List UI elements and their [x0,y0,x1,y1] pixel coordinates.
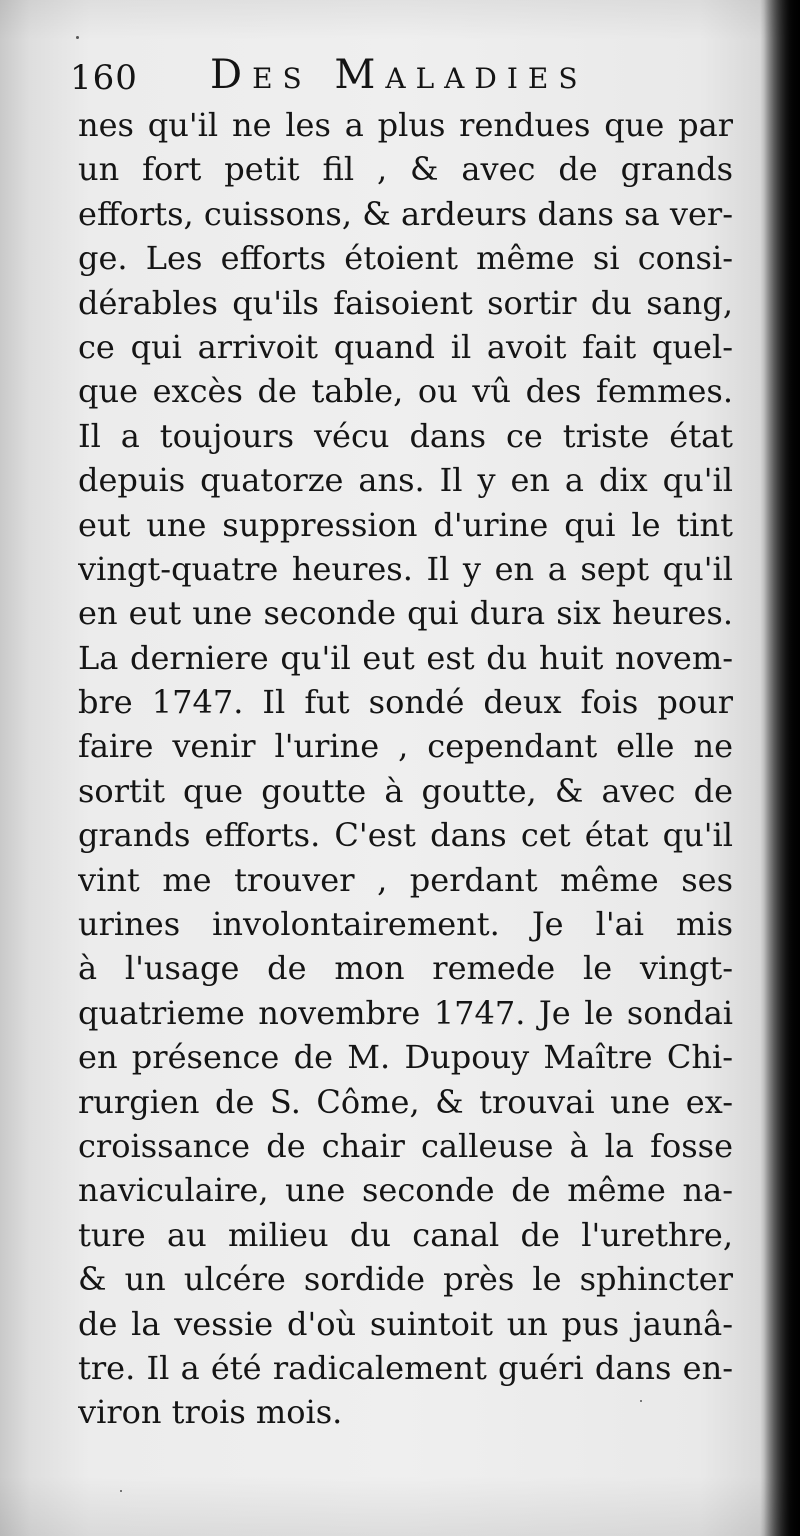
text-line: ture au milieu du canal de l'urethre, [78,1215,733,1254]
text-line: quatrieme novembre 1747. Je le sondai [78,993,733,1032]
page-gutter-shadow [764,0,800,1536]
text-line: vint me trouver , perdant même ses [78,860,733,899]
text-line: à l'usage de mon remede le vingt- [78,949,733,988]
paper-speck [640,1400,642,1402]
text-line: croissance de chair calleuse à la fosse [78,1126,733,1165]
text-line: vingt-quatre heures. Il y en a sept qu'il [78,549,733,588]
text-line: sortit que goutte à goutte, & avec de [78,771,733,810]
text-line: en eut une seconde qui dura six heures. [78,594,733,633]
text-line: ge. Les efforts étoient même si consi- [78,239,733,278]
text-line: grands efforts. C'est dans cet état qu'il [78,816,733,855]
text-line: efforts, cuissons, & ardeurs dans sa ver- [78,194,733,233]
text-line: tre. Il a été radicalement guéri dans en- [78,1348,733,1387]
text-line: eut une suppression d'urine qui le tint [78,505,733,544]
text-line-last: viron trois mois. [78,1393,343,1432]
page-bottom-shadow [0,1476,800,1536]
page-top-shadow [0,0,800,40]
text-line: ce qui arrivoit quand il avoit fait quel- [78,327,733,366]
text-line: un fort petit fil , & avec de grands [78,150,733,189]
text-line: La derniere qu'il eut est du huit novem- [78,638,733,677]
text-line: que excès de table, ou vû des femmes. [78,372,733,411]
text-line: nes qu'il ne les a plus rendues que par [78,106,733,144]
text-line: bre 1747. Il fut sondé deux fois pour [78,683,733,722]
paper-speck [76,36,79,39]
text-line: & un ulcére sordide près le sphincter [78,1260,733,1299]
text-line: faire venir l'urine , cependant elle ne [78,727,733,766]
text-line: urines involontairement. Je l'ai mis [78,905,733,944]
text-line: de la vessie d'où suintoit un pus jaunâ- [78,1304,733,1343]
text-line: depuis quatorze ans. Il y en a dix qu'il [78,461,733,500]
page-number: 160 [70,58,138,98]
text-line: rurgien de S. Côme, & trouvai une ex- [78,1082,733,1121]
text-line: naviculaire, une seconde de même na- [78,1171,733,1210]
running-title: Des Maladies [210,52,588,98]
text-line: Il a toujours vécu dans ce triste état [78,416,733,455]
text-line: dérables qu'ils faisoient sortir du sang, [78,283,733,322]
body-text [78,103,733,1435]
text-line: en présence de M. Dupouy Maître Chi- [78,1038,733,1077]
